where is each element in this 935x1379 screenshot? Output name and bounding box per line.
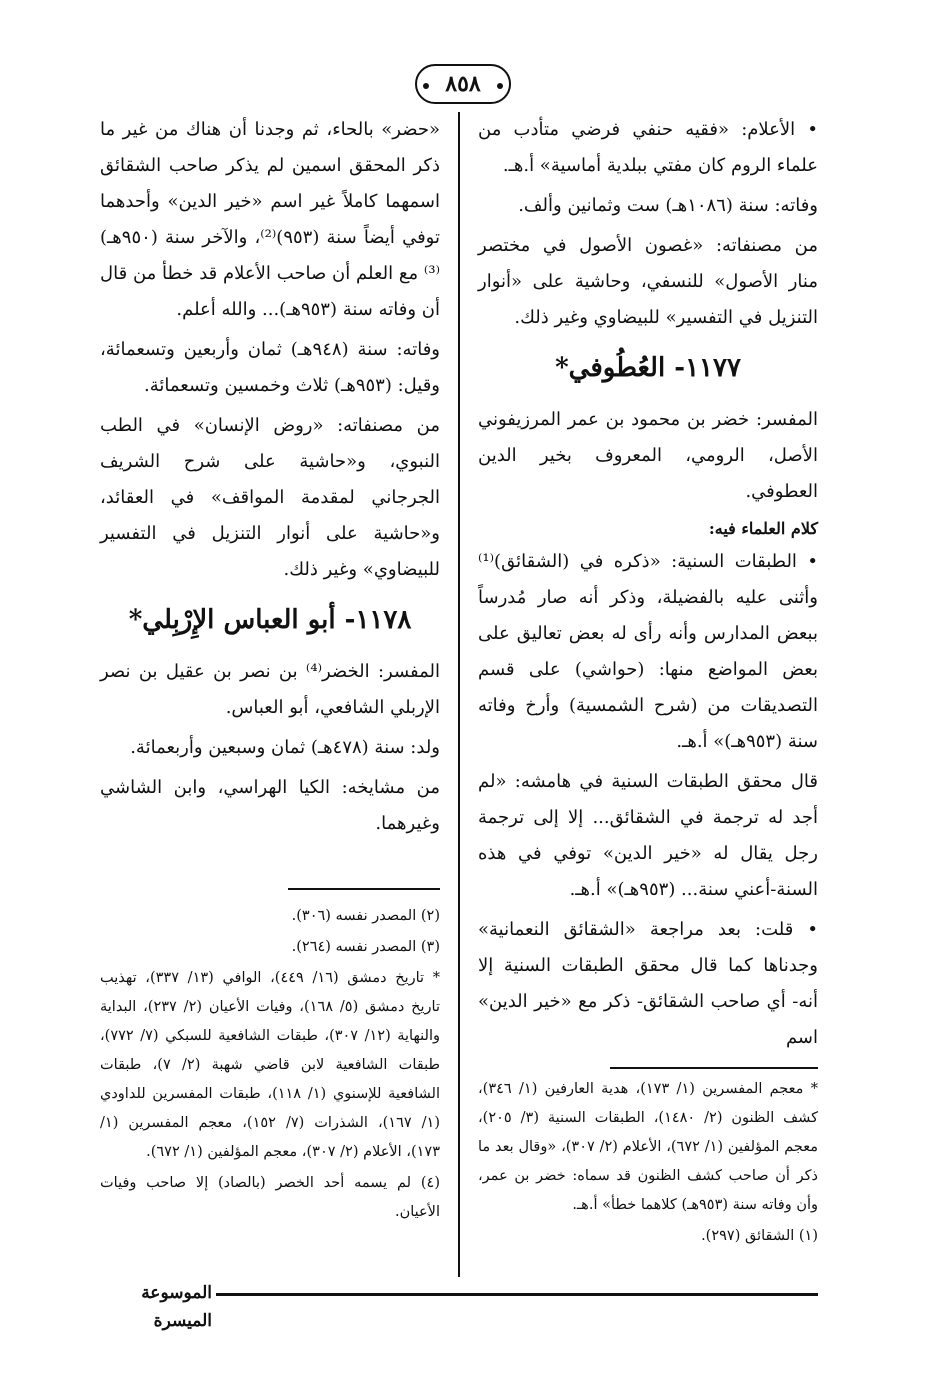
page-number <box>415 64 511 104</box>
footnote: (١) الشقائق (٢٩٧). <box>701 1228 818 1244</box>
entry-bio: المفسر: الخضر⁽⁴⁾ بن نصر بن عقيل بن نصر الإربلي الشافعي، أبو العباس. <box>100 661 440 718</box>
entry-bio: المفسر: خضر بن محمود بن عمر المرزيفوني الأصل، الرومي، المعروف بخير الدين العطوفي. <box>478 409 818 502</box>
scholars-heading: كلام العلماء فيه: <box>708 519 818 538</box>
works-line: من مصنفاته: «روض الإنسان» في الطب النبوي، و«حاشية على شرح الشريف الجرجاني لمقدمة المواقف» في العقائد، و«حاشية على أنوار التنزيل في التفسير للبيضاوي» وغير ذلك. <box>100 415 440 580</box>
tabaqat-quote: • الطبقات السنية: «ذكره في (الشقائق)⁽¹⁾ وأثنى عليه بالفضيلة، وذكر أنه صار مُدرساً ببعض المدارس وأنه رأى له بعض تعاليق على بعض المواضع منها: (حواشي) على قسم التصديقات من (شرح الشمسية) وأرخ وفاته سنة (٩٥٣هـ)» أ.هـ. <box>478 551 818 752</box>
continuation-paragraph: «حضر» بالحاء، ثم وجدنا أن هناك من غير ما ذكر المحقق اسمين لم يذكر صاحب الشقائق اسمهما كاملاً غير اسم «خير الدين» وأحدهما توفي أيضاً سنة (٩٥٣)⁽²⁾، والآخر سنة (٩٥٠هـ)⁽³⁾ مع العلم أن صاحب الأعلام قد خطأ من قال أن وفاته سنة (٩٥٣هـ)... والله أعلم. <box>100 119 440 320</box>
death-line: وفاته: سنة (٩٤٨هـ) ثمان وأربعين وتسعمائة، وقيل: (٩٥٣هـ) ثلاث وخمسين وتسعمائة. <box>100 339 440 396</box>
footnote: * معجم المفسرين (١/ ١٧٣)، هدية العارفين (١/ ٣٤٦)، كشف الظنون (٢/ ١٤٨٠)، الطبقات السنية (٣/ ٢٠٥)، معجم المؤلفين (١/ ٦٧٢)، الأعلام (٢/ ٣٠٧)، «وقال بعد ما ذكر أن صاحب كشف الظنون قد سماه: خضر بن عمر، وأن وفاته سنة (٩٥٣هـ) كلاهما خطأ» أ.هـ. <box>478 1081 818 1213</box>
author-note: • قلت: بعد مراجعة «الشقائق النعمانية» وجدناها كما قال محقق الطبقات السنية إلا أنه- أي صاحب الشقائق- ذكر مع «خير الدين» اسم <box>478 919 818 1048</box>
works-line: من مصنفاته: «غصون الأصول في مختصر منار الأصول» للنسفي، وحاشية على «أنوار التنزيل في التفسير» للبيضاوي وغير ذلك. <box>478 235 818 328</box>
footnote-rule <box>288 888 440 890</box>
footer-rule <box>216 1293 818 1296</box>
footnote: (٢) المصدر نفسه (٣٠٦). <box>291 908 440 924</box>
footnotes-right <box>478 1075 818 1253</box>
alam-quote: • الأعلام: «فقيه حنفي فرضي متأدب من علماء الروم كان مفتي ببلدية أماسية» أ.هـ. <box>478 119 818 176</box>
footnotes-left <box>100 902 440 1229</box>
entry-title-1178: ١١٧٨- أبو العباس الإِرْبِلي* <box>128 605 412 635</box>
footnote: * تاريخ دمشق (١٦/ ٤٤٩)، الوافي (١٣/ ٣٣٧)، تهذيب تاريخ دمشق (٥/ ١٦٨)، وفيات الأعيان (٢/ ٢٣٧)، البداية والنهاية (١٢/ ٣٠٧)، طبقات الشافعية للسبكي (٧/ ٧٧٢)، طبقات الشافعية لابن قاضي شهبة (٢/ ٧)، طبقات الشافعية للإسنوي (١/ ١١٨)، طبقات المفسرين للداودي (١/ ١٦٧)، الشذرات (٧/ ١٥٢)، معجم المفسرين (١/ ١٧٣)، الأعلام (٢/ ٣٠٧)، معجم المؤلفين (١/ ٦٧٢). <box>100 970 441 1160</box>
footnote-rule <box>610 1067 818 1069</box>
footnote: (٣) المصدر نفسه (٢٦٤). <box>291 939 440 955</box>
column-divider <box>458 112 460 1277</box>
footnote: (٤) لم يسمه أحد الخصر (بالصاد) إلا صاحب وفيات الأعيان. <box>100 1175 440 1220</box>
right-column <box>478 112 818 1060</box>
entry-title-1177: ١١٧٧- العُطُوفي* <box>555 353 741 383</box>
page-number-text: ٨٥٨ <box>445 71 481 97</box>
left-column <box>100 112 440 846</box>
death-line: وفاته: سنة (١٠٨٦هـ) ست وثمانين وألف. <box>518 195 818 216</box>
birth-line: ولد: سنة (٤٧٨هـ) ثمان وسبعين وأربعمائة. <box>130 737 440 758</box>
editor-note: قال محقق الطبقات السنية في هامشه: «لم أجد له ترجمة في الشقائق... إلا إلى ترجمة رجل يقال له «خير الدين» توفي في هذه السنة-أعني سنة... (٩٥٣هـ)» أ.هـ. <box>478 771 818 900</box>
series-title: الموسوعة الميسرة <box>141 1283 212 1331</box>
teachers-line: من مشايخه: الكيا الهراسي، وابن الشاشي وغيرهما. <box>100 777 440 834</box>
